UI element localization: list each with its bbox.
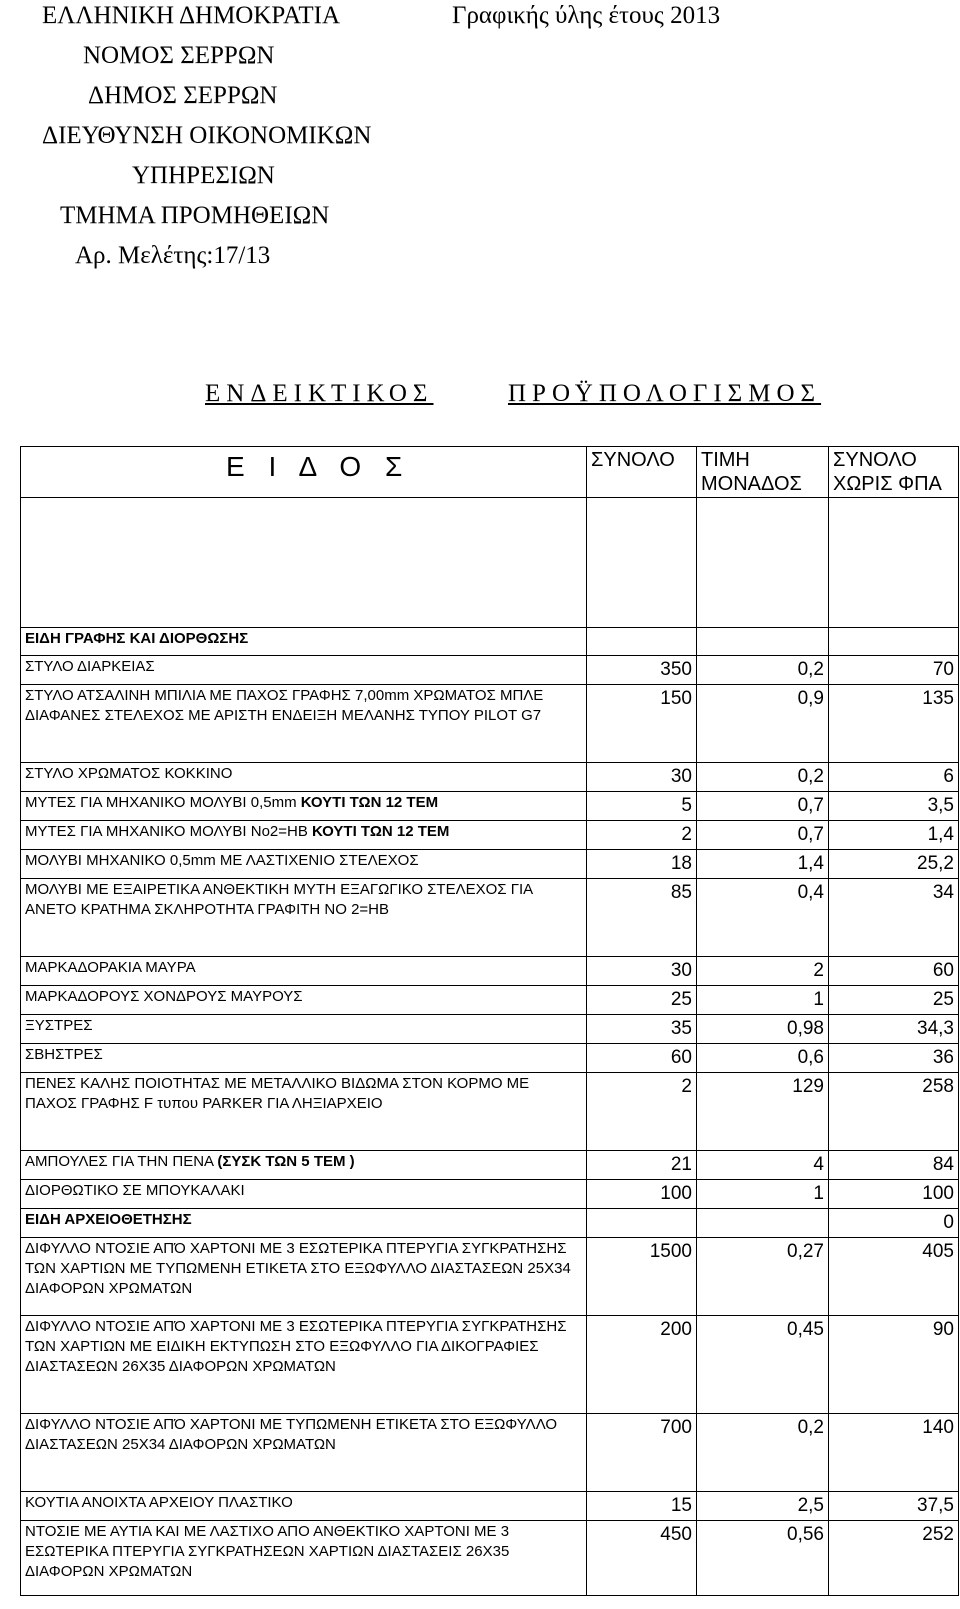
table-row bbox=[21, 986, 959, 1015]
item-description-text: ΣΒΗΣΤΡΕΣ bbox=[25, 1046, 103, 1063]
item-total-quantity: 350 bbox=[587, 656, 697, 685]
item-total-quantity: 1500 bbox=[587, 1238, 697, 1316]
item-total-quantity: 30 bbox=[587, 957, 697, 986]
item-description bbox=[21, 821, 587, 850]
budget-table bbox=[20, 446, 959, 1596]
item-description bbox=[21, 1073, 587, 1151]
spacer-cell bbox=[587, 498, 697, 628]
header-prefecture: ΝΟΜΟΣ ΣΕΡΡΩΝ bbox=[83, 42, 275, 69]
item-description bbox=[21, 685, 587, 763]
item-total-quantity: 85 bbox=[587, 879, 697, 957]
item-unit-price: 0,7 bbox=[697, 821, 829, 850]
table-row bbox=[21, 1238, 959, 1316]
title-budget: ΠΡΟΫΠΟΛΟΓΙΣΜΟΣ bbox=[508, 380, 822, 407]
item-total-quantity bbox=[587, 628, 697, 656]
item-total-amount: 1,4 bbox=[829, 821, 959, 850]
item-total-amount: 252 bbox=[829, 1521, 959, 1596]
item-description-package: ΚΟΥΤΙ ΤΩΝ 12 ΤΕΜ bbox=[300, 794, 439, 811]
item-description bbox=[21, 957, 587, 986]
header-directorate: ΔΙΕΥΘΥΝΣΗ ΟΙΚΟΝΟΜΙΚΩΝ bbox=[42, 122, 372, 149]
item-unit-price: 1,4 bbox=[697, 850, 829, 879]
header-document-subject: Γραφικής ύλης έτους 2013 bbox=[452, 2, 721, 29]
item-unit-price: 0,4 bbox=[697, 879, 829, 957]
item-total-quantity: 25 bbox=[587, 986, 697, 1015]
table-row bbox=[21, 763, 959, 792]
header-municipality: ΔΗΜΟΣ ΣΕΡΡΩΝ bbox=[88, 82, 278, 109]
table-row bbox=[21, 1414, 959, 1492]
item-total-amount: 70 bbox=[829, 656, 959, 685]
item-description-text: ΔΙΦΥΛΛΟ ΝΤΟΣΙΕ ΑΠΌ ΧΑΡΤΟΝΙ ΜΕ ΤΥΠΩΜΕΝΗ ΕΤΙΚΕΤΑ ΣΤΟ ΕΞΩΦΥΛΛΟ ΔΙΑΣΤΑΣΕΩΝ 25Χ34 ΔΙΑΦΟΡΩΝ ΧΡΩΜΑΤΩΝ bbox=[25, 1416, 558, 1453]
item-description-text: ΚΟΥΤΙΑ ΑΝΟΙΧΤΑ ΑΡΧΕΙΟΥ ΠΛΑΣΤΙΚΟ bbox=[25, 1494, 293, 1511]
item-description-text: ΕΙΔΗ ΑΡΧΕΙΟΘΕΤΗΣΗΣ bbox=[25, 1211, 192, 1228]
table-spacer-row bbox=[21, 498, 959, 628]
table-row bbox=[21, 1180, 959, 1209]
item-description-text: ΔΙΟΡΘΩΤΙΚΟ ΣΕ ΜΠΟΥΚΑΛΑΚΙ bbox=[25, 1182, 245, 1199]
item-unit-price: 0,6 bbox=[697, 1044, 829, 1073]
header-republic: ΕΛΛΗΝΙΚΗ ΔΗΜΟΚΡΑΤΙΑ bbox=[42, 2, 340, 29]
item-description bbox=[21, 1238, 587, 1316]
item-total-quantity: 35 bbox=[587, 1015, 697, 1044]
item-unit-price: 0,98 bbox=[697, 1015, 829, 1044]
column-header-unit-price: ΤΙΜΗ ΜΟΝΑΔΟΣ bbox=[697, 447, 829, 498]
item-description-package: ΚΟΥΤΙ ΤΩΝ 12 ΤΕΜ bbox=[312, 823, 450, 840]
item-total-amount: 90 bbox=[829, 1316, 959, 1414]
table-row bbox=[21, 821, 959, 850]
item-description-text: ΣΤΥΛΟ ΧΡΩΜΑΤΟΣ ΚΟΚΚΙΝΟ bbox=[25, 765, 233, 782]
item-total-amount: 100 bbox=[829, 1180, 959, 1209]
item-unit-price: 0,2 bbox=[697, 1414, 829, 1492]
item-total-amount: 0 bbox=[829, 1209, 959, 1238]
item-description-text: ΕΙΔΗ ΓΡΑΦΗΣ ΚΑΙ ΔΙΟΡΘΩΣΗΣ bbox=[25, 630, 249, 647]
item-description-text: ΔΙΦΥΛΛΟ ΝΤΟΣΙΕ ΑΠΌ ΧΑΡΤΟΝΙ ΜΕ 3 ΕΣΩΤΕΡΙΚΑ ΠΤΕΡΥΓΙΑ ΣΥΓΚΡΑΤΗΣΗΣ ΤΩΝ ΧΑΡΤΙΩΝ ΜΕ ΤΥΠΩΜΕΝΗ ΕΤΙΚΕΤΑ ΣΤΟ ΕΞΩΦΥΛΛΟ ΔΙΑΣΤΑΣΕΩΝ 25Χ34 ΔΙΑΦΟΡΩΝ ΧΡΩΜΑΤΩΝ bbox=[25, 1240, 571, 1297]
item-total-amount: 34 bbox=[829, 879, 959, 957]
table-row bbox=[21, 1151, 959, 1180]
item-description-text: ΑΜΠΟΥΛΕΣ ΓΙΑ ΤΗΝ ΠΕΝΑ bbox=[25, 1153, 214, 1170]
item-description bbox=[21, 763, 587, 792]
item-description-text: ΠΕΝΕΣ ΚΑΛΗΣ ΠΟΙΟΤΗΤΑΣ ΜΕ ΜΕΤΑΛΛΙΚΟ ΒΙΔΩΜΑ ΣΤΟΝ ΚΟΡΜΟ ΜΕ ΠΑΧΟΣ ΓΡΑΦΗΣ F τυπου PARKER ΓΙΑ ΛΗΞΙΑΡΧΕΙΟ bbox=[25, 1075, 530, 1112]
table-row bbox=[21, 792, 959, 821]
item-description-text: ΜΥΤΕΣ ΓΙΑ ΜΗΧΑΝΙΚΟ ΜΟΛΥΒΙ No2=HB bbox=[25, 823, 308, 840]
item-description bbox=[21, 656, 587, 685]
item-total-quantity: 200 bbox=[587, 1316, 697, 1414]
item-unit-price: 0,2 bbox=[697, 763, 829, 792]
item-description-text: ΔΙΦΥΛΛΟ ΝΤΟΣΙΕ ΑΠΌ ΧΑΡΤΟΝΙ ΜΕ 3 ΕΣΩΤΕΡΙΚΑ ΠΤΕΡΥΓΙΑ ΣΥΓΚΡΑΤΗΣΗΣ ΤΩΝ ΧΑΡΤΙΩΝ ΜΕ ΕΙΔΙΚΗ ΕΚΤΥΠΩΣΗ ΣΤΟ ΕΞΩΦΥΛΛΟ ΓΙΑ ΔΙΚΟΓΡΑΦΙΕΣ ΔΙΑΣΤΑΣΕΩΝ 26Χ35 ΔΙΑΦΟΡΩΝ ΧΡΩΜΑΤΩΝ bbox=[25, 1318, 567, 1375]
column-header-total-no-vat: ΣΥΝΟΛΟ ΧΩΡΙΣ ΦΠΑ bbox=[829, 447, 959, 498]
item-total-amount: 135 bbox=[829, 685, 959, 763]
title-indicative: ΕΝΔΕΙΚΤΙΚΟΣ bbox=[205, 380, 434, 407]
spacer-cell bbox=[829, 498, 959, 628]
item-total-amount bbox=[829, 628, 959, 656]
item-description bbox=[21, 879, 587, 957]
item-description bbox=[21, 850, 587, 879]
item-unit-price: 0,2 bbox=[697, 656, 829, 685]
item-description-text: ΜΑΡΚΑΔΟΡΑΚΙΑ ΜΑΥΡΑ bbox=[25, 959, 196, 976]
table-row bbox=[21, 1209, 959, 1238]
table-row bbox=[21, 1316, 959, 1414]
item-total-amount: 405 bbox=[829, 1238, 959, 1316]
item-unit-price: 2,5 bbox=[697, 1492, 829, 1521]
item-total-amount: 84 bbox=[829, 1151, 959, 1180]
item-description bbox=[21, 1492, 587, 1521]
item-total-amount: 36 bbox=[829, 1044, 959, 1073]
item-total-amount: 3,5 bbox=[829, 792, 959, 821]
spacer-cell bbox=[697, 498, 829, 628]
item-total-quantity bbox=[587, 1209, 697, 1238]
item-total-quantity: 2 bbox=[587, 821, 697, 850]
item-total-amount: 25,2 bbox=[829, 850, 959, 879]
item-total-amount: 140 bbox=[829, 1414, 959, 1492]
item-description-text: ΣΤΥΛΟ ΔΙΑΡΚΕΙΑΣ bbox=[25, 658, 155, 675]
item-description-text: ΝΤΟΣΙΕ ΜΕ ΑΥΤΙΑ ΚΑΙ ΜΕ ΛΑΣΤΙΧΟ ΑΠΟ ΑΝΘΕΚΤΙΚΟ ΧΑΡΤΟΝΙ ΜΕ 3 ΕΣΩΤΕΡΙΚΑ ΠΤΕΡΥΓΙΑ ΣΥΓΚΡΑΤΗΣΕΩΝ ΧΑΡΤΙΩΝ ΔΙΑΣΤΑΣΕΙΣ 26Χ35 ΔΙΑΦΟΡΩΝ ΧΡΩΜΑΤΩΝ bbox=[25, 1523, 510, 1580]
item-description bbox=[21, 1044, 587, 1073]
item-unit-price bbox=[697, 628, 829, 656]
item-description-text: ΜΟΛΥΒΙ ΜΕ ΕΞΑΙΡΕΤΙΚΑ ΑΝΘΕΚΤΙΚΗ ΜΥΤΗ ΕΞΑΓΩΓΙΚΟ ΣΤΕΛΕΧΟΣ ΓΙΑ ΑΝΕΤΟ ΚΡΑΤΗΜΑ ΣΚΛΗΡΟΤΗΤΑ ΓΡΑΦΙΤΗ ΝΟ 2=HB bbox=[25, 881, 533, 918]
item-description bbox=[21, 986, 587, 1015]
table-row bbox=[21, 1521, 959, 1596]
item-unit-price bbox=[697, 1209, 829, 1238]
item-unit-price: 129 bbox=[697, 1073, 829, 1151]
item-total-quantity: 5 bbox=[587, 792, 697, 821]
table-row bbox=[21, 1015, 959, 1044]
table-row bbox=[21, 957, 959, 986]
item-unit-price: 0,27 bbox=[697, 1238, 829, 1316]
item-description-text: ΜΥΤΕΣ ΓΙΑ ΜΗΧΑΝΙΚΟ ΜΟΛΥΒΙ 0,5mm bbox=[25, 794, 297, 811]
header-services: ΥΠΗΡΕΣΙΩΝ bbox=[132, 162, 275, 189]
item-description bbox=[21, 1209, 587, 1238]
header-study-number: Αρ. Μελέτης:17/13 bbox=[75, 242, 271, 269]
item-description bbox=[21, 1521, 587, 1596]
item-total-amount: 60 bbox=[829, 957, 959, 986]
item-total-amount: 258 bbox=[829, 1073, 959, 1151]
column-header-total: ΣΥΝΟΛΟ bbox=[587, 447, 697, 498]
item-total-quantity: 15 bbox=[587, 1492, 697, 1521]
item-description bbox=[21, 792, 587, 821]
item-total-quantity: 30 bbox=[587, 763, 697, 792]
item-total-quantity: 21 bbox=[587, 1151, 697, 1180]
table-row bbox=[21, 628, 959, 656]
item-description-package: (ΣΥΣΚ ΤΩΝ 5 ΤΕΜ ) bbox=[217, 1153, 355, 1170]
table-header-row bbox=[21, 447, 959, 498]
item-description bbox=[21, 1414, 587, 1492]
item-total-amount: 34,3 bbox=[829, 1015, 959, 1044]
table-row bbox=[21, 1492, 959, 1521]
header-department: ΤΜΗΜΑ ΠΡΟΜΗΘΕΙΩΝ bbox=[60, 202, 330, 229]
item-total-quantity: 150 bbox=[587, 685, 697, 763]
item-total-quantity: 60 bbox=[587, 1044, 697, 1073]
item-description-text: ΜΟΛΥΒΙ ΜΗΧΑΝΙΚΟ 0,5mm ΜΕ ΛΑΣΤΙΧΕΝΙΟ ΣΤΕΛΕΧΟΣ bbox=[25, 852, 419, 869]
table-row bbox=[21, 685, 959, 763]
table-row bbox=[21, 879, 959, 957]
item-unit-price: 2 bbox=[697, 957, 829, 986]
item-description bbox=[21, 1015, 587, 1044]
item-total-quantity: 2 bbox=[587, 1073, 697, 1151]
item-unit-price: 0,7 bbox=[697, 792, 829, 821]
item-description-text: ΜΑΡΚΑΔΟΡΟΥΣ ΧΟΝΔΡΟΥΣ ΜΑΥΡΟΥΣ bbox=[25, 988, 303, 1005]
table-row bbox=[21, 1044, 959, 1073]
item-total-quantity: 100 bbox=[587, 1180, 697, 1209]
item-description bbox=[21, 1316, 587, 1414]
item-description bbox=[21, 1180, 587, 1209]
item-total-quantity: 18 bbox=[587, 850, 697, 879]
item-description bbox=[21, 1151, 587, 1180]
spacer-cell bbox=[21, 498, 587, 628]
column-header-item: Ε Ι Δ Ο Σ bbox=[21, 447, 587, 498]
item-total-quantity: 700 bbox=[587, 1414, 697, 1492]
item-unit-price: 0,9 bbox=[697, 685, 829, 763]
item-unit-price: 1 bbox=[697, 986, 829, 1015]
item-total-amount: 6 bbox=[829, 763, 959, 792]
item-description bbox=[21, 628, 587, 656]
item-description-text: ΣΤΥΛΟ ΑΤΣΑΛΙΝΗ ΜΠΙΛΙΑ ΜΕ ΠΑΧΟΣ ΓΡΑΦΗΣ 7,00mm ΧΡΩΜΑΤΟΣ ΜΠΛΕ ΔΙΑΦΑΝΕΣ ΣΤΕΛΕΧΟΣ ΜΕ ΑΡΙΣΤΗ ΕΝΔΕΙΞΗ ΜΕΛΑΝΗΣ ΤΥΠΟΥ PILOT G7 bbox=[25, 687, 544, 724]
item-unit-price: 0,56 bbox=[697, 1521, 829, 1596]
item-description-text: ΞΥΣΤΡΕΣ bbox=[25, 1017, 93, 1034]
item-total-quantity: 450 bbox=[587, 1521, 697, 1596]
item-unit-price: 1 bbox=[697, 1180, 829, 1209]
item-total-amount: 37,5 bbox=[829, 1492, 959, 1521]
table-row bbox=[21, 850, 959, 879]
table-row bbox=[21, 656, 959, 685]
table-row bbox=[21, 1073, 959, 1151]
item-unit-price: 4 bbox=[697, 1151, 829, 1180]
item-unit-price: 0,45 bbox=[697, 1316, 829, 1414]
item-total-amount: 25 bbox=[829, 986, 959, 1015]
